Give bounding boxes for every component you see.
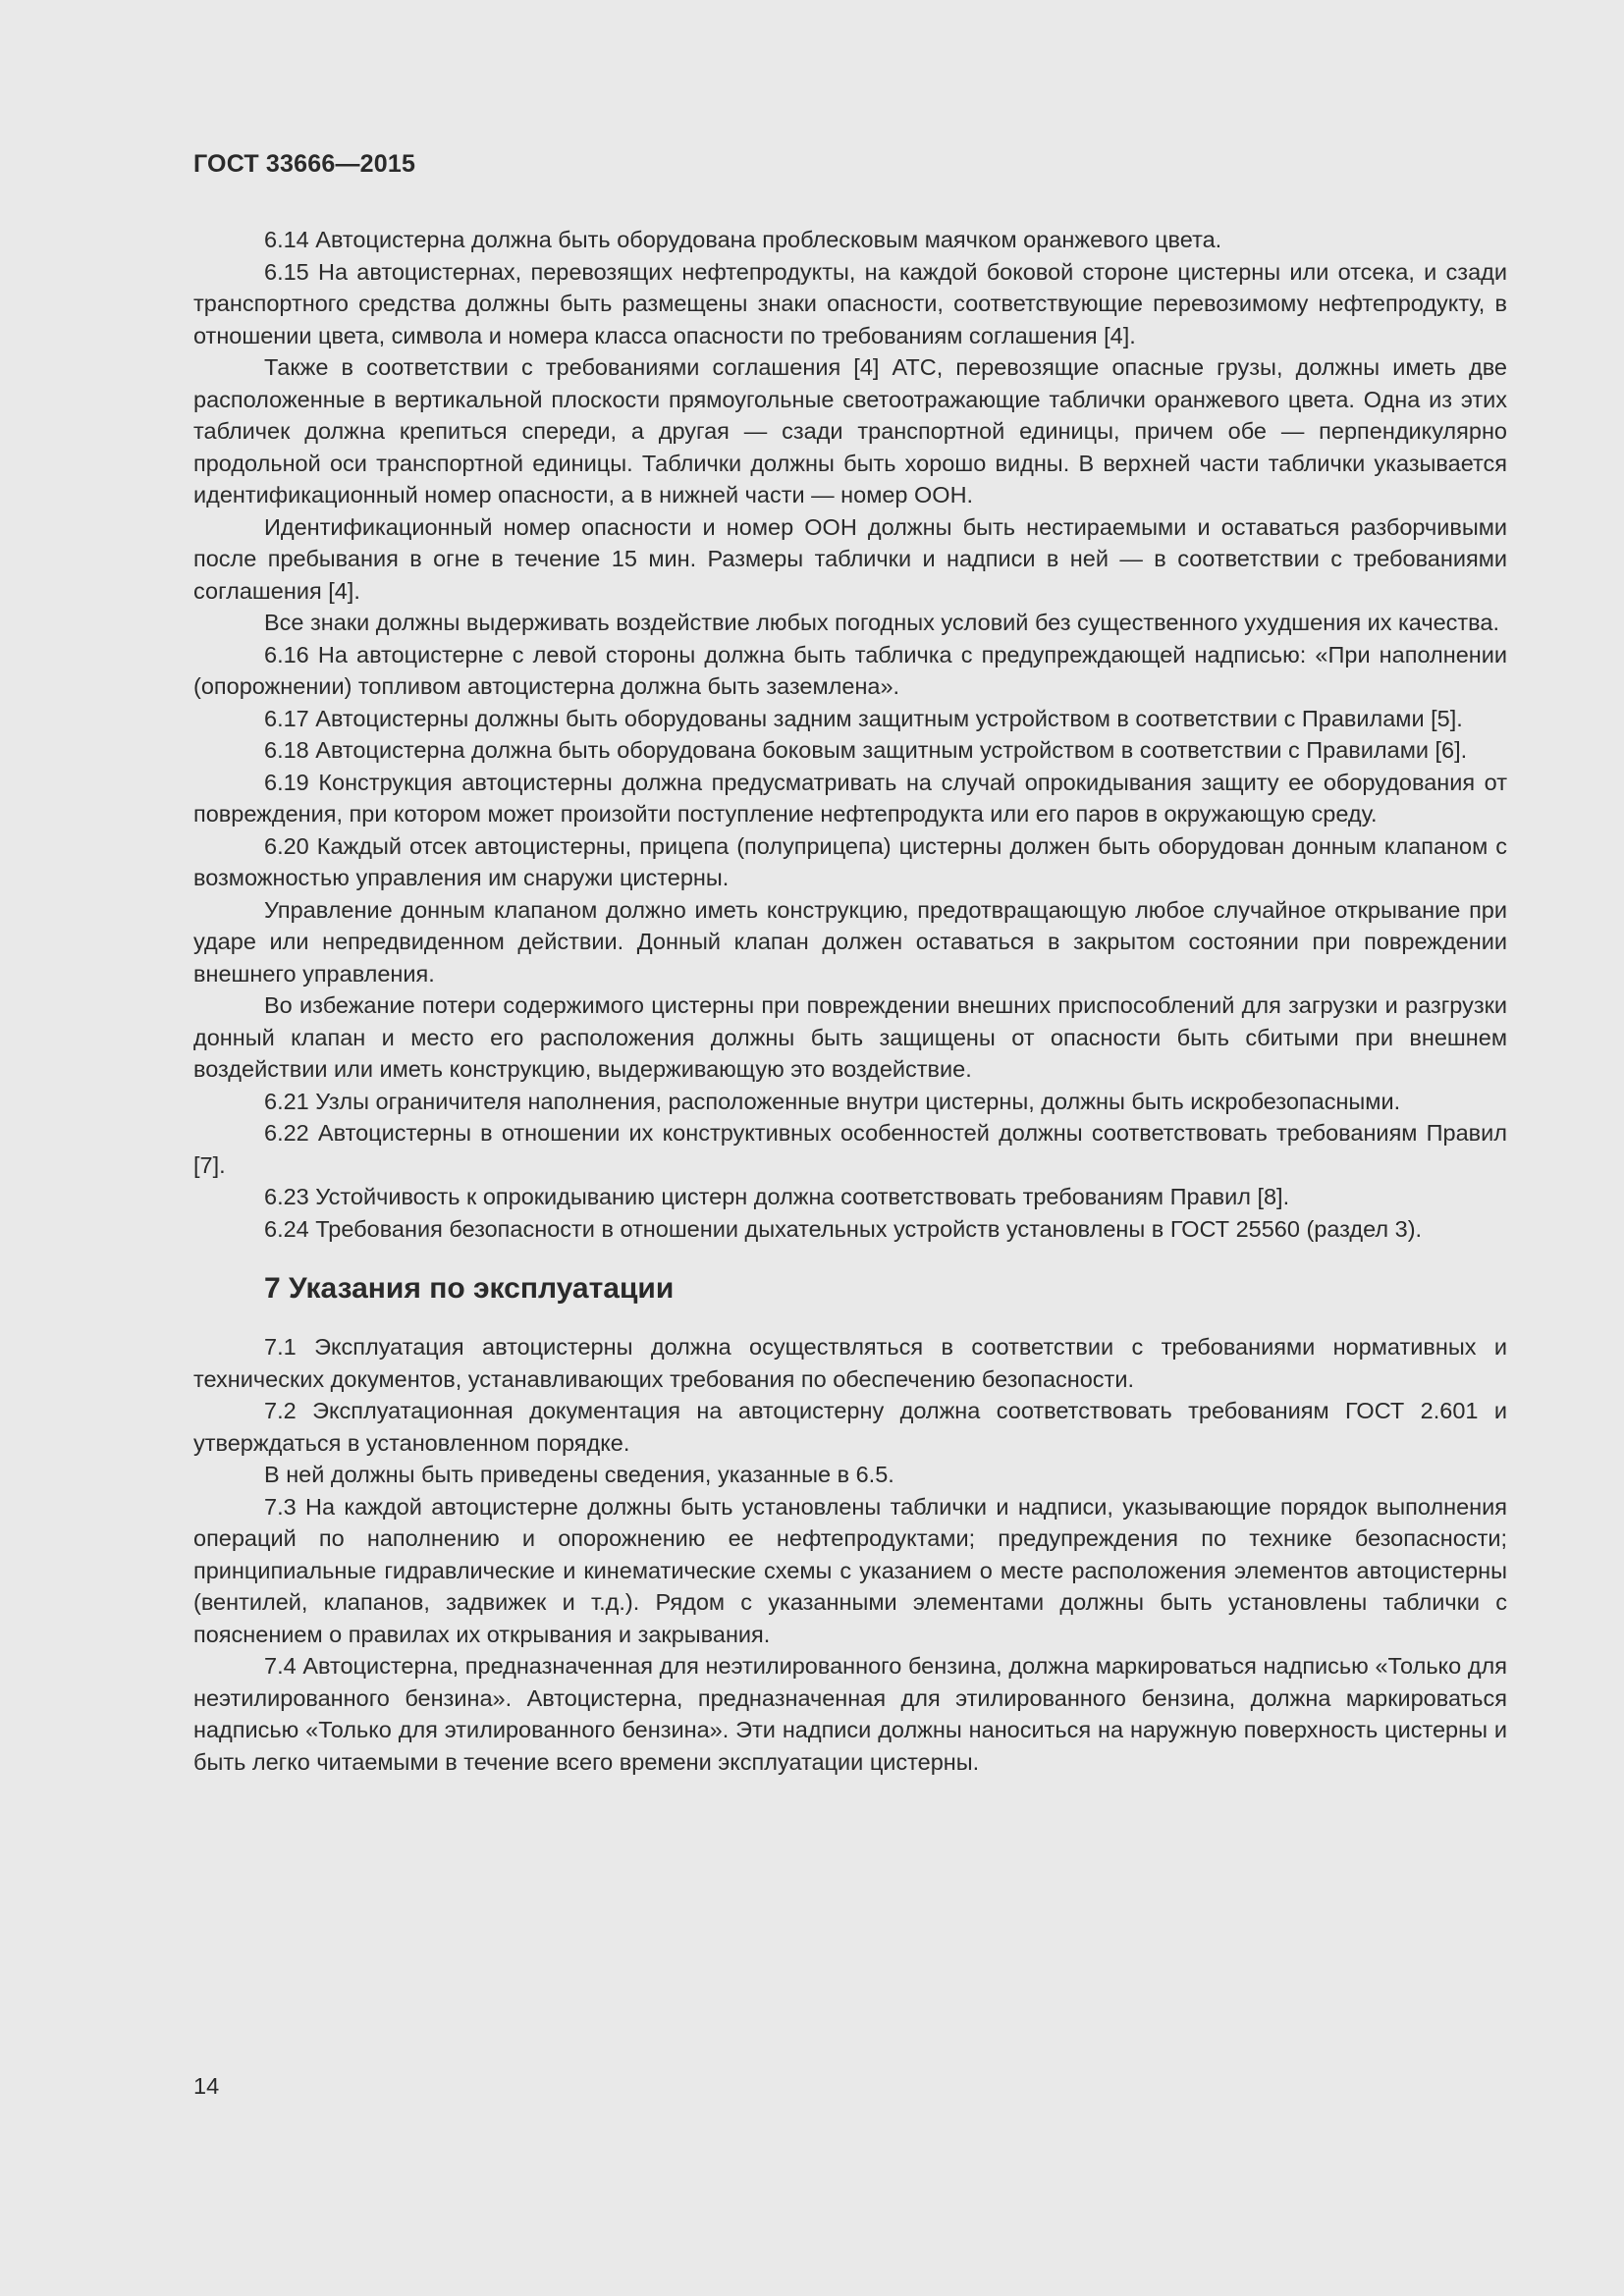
paragraph-6-23: 6.23 Устойчивость к опрокидыванию цистерн должна соответствовать требованиям Правил [8]. <box>264 1184 1290 1209</box>
paragraph-6-21: 6.21 Узлы ограничителя наполнения, расположенные внутри цистерны, должны быть искробезопасными. <box>264 1088 1401 1114</box>
paragraph-6-18: 6.18 Автоцистерна должна быть оборудована боковым защитным устройством в соответствии с Правилами [6]. <box>264 737 1468 763</box>
document-code-header: ГОСТ 33666—2015 <box>193 150 416 178</box>
paragraph-7-1: 7.1 Эксплуатация автоцистерны должна осуществляться в соответствии с требованиями нормативных и технических документов, устанавливающих требования по обеспечению безопасности. <box>193 1334 1507 1392</box>
paragraph-6-20-protection: Во избежание потери содержимого цистерны при повреждении внешних приспособлений для загрузки и разгрузки донный клапан и место его расположения должны быть защищены от опасности быть сбитыми при внешнем воздействии или иметь конструкцию, выдерживающую это воздействие. <box>193 992 1507 1082</box>
paragraph-6-15-weather: Все знаки должны выдерживать воздействие любых погодных условий без существенного ухудшения их качества. <box>264 610 1499 635</box>
document-body <box>193 224 1507 1778</box>
paragraph-6-17: 6.17 Автоцистерны должны быть оборудованы задним защитным устройством в соответствии с Правилами [5]. <box>264 705 1463 731</box>
paragraph-6-22: 6.22 Автоцистерны в отношении их конструктивных особенностей должны соответствовать требованиям Правил [7]. <box>193 1120 1507 1178</box>
paragraph-7-2-info: В ней должны быть приведены сведения, указанные в 6.5. <box>264 1462 894 1487</box>
paragraph-7-4: 7.4 Автоцистерна, предназначенная для неэтилированного бензина, должна маркироваться надписью «Только для неэтилированного бензина». Автоцистерна, предназначенная для этилированного бензина, должна маркироваться надписью «Только для этилированного бензина». Эти надписи должны наноситься на наружную поверхность цистерны и быть легко читаемыми в течение всего времени эксплуатации цистерны. <box>193 1653 1507 1775</box>
page-number: 14 <box>193 2073 220 2099</box>
paragraph-6-15-tables: Также в соответствии с требованиями соглашения [4] АТС, перевозящие опасные грузы, должны иметь две расположенные в вертикальной плоскости прямоугольные светоотражающие таблички оранжевого цвета. Одна из этих табличек должна крепиться спереди, а другая — сзади транспортной единицы, причем обе — перпендикулярно продольной оси транспортной единицы. Таблички должны быть хорошо видны. В верхней части таблички указывается идентификационный номер опасности, а в нижней части — номер ООН. <box>193 354 1507 507</box>
paragraph-6-20: 6.20 Каждый отсек автоцистерны, прицепа (полуприцепа) цистерны должен быть оборудован донным клапаном с возможностью управления им снаружи цистерны. <box>193 832 1507 890</box>
paragraph-7-3: 7.3 На каждой автоцистерне должны быть установлены таблички и надписи, указывающие порядок выполнения операций по наполнению и опорожнению ее нефтепродуктами; предупреждения по технике безопасности; принципиальные гидравлические и кинематические схемы с указанием о месте расположения элементов автоцистерны (вентилей, клапанов, задвижек и т.д.). Рядом с указанными элементами должны быть установлены таблички с пояснением о правилах их открывания и закрывания. <box>193 1493 1507 1647</box>
paragraph-6-24: 6.24 Требования безопасности в отношении дыхательных устройств установлены в ГОСТ 25560 (раздел 3). <box>264 1215 1423 1242</box>
paragraph-6-19: 6.19 Конструкция автоцистерны должна предусматривать на случай опрокидывания защиту ее оборудования от повреждения, при котором может произойти поступление нефтепродукта или его паров в окружающую среду. <box>193 769 1507 827</box>
paragraph-7-2: 7.2 Эксплуатационная документация на автоцистерну должна соответствовать требованиям ГОСТ 2.601 и утверждаться в установленном порядке. <box>193 1398 1507 1456</box>
paragraph-6-16: 6.16 На автоцистерне с левой стороны должна быть табличка с предупреждающей надписью: «При наполнении (опорожнении) топливом автоцистерна должна быть заземлена». <box>193 641 1507 699</box>
paragraph-6-20-control: Управление донным клапаном должно иметь конструкцию, предотвращающую любое случайное открывание при ударе или непредвиденном действии. Донный клапан должен оставаться в закрытом состоянии при повреждении внешнего управления. <box>193 896 1507 987</box>
paragraph-6-14: 6.14 Автоцистерна должна быть оборудована проблесковым маячком оранжевого цвета. <box>264 227 1222 252</box>
section-7-heading: 7 Указания по эксплуатации <box>264 1272 675 1305</box>
paragraph-6-15-identification: Идентификационный номер опасности и номер ООН должны быть нестираемыми и оставаться разборчивыми после пребывания в огне в течение 15 мин. Размеры таблички и надписи в ней — в соответствии с требованиями соглашения [4]. <box>193 513 1507 604</box>
paragraph-6-15: 6.15 На автоцистернах, перевозящих нефтепродукты, на каждой боковой стороне цистерны или отсека, и сзади транспортного средства должны быть размещены знаки опасности, соответствующие перевозимому нефтепродукту, в отношении цвета, символа и номера класса опасности по требованиям соглашения [4]. <box>193 258 1507 348</box>
